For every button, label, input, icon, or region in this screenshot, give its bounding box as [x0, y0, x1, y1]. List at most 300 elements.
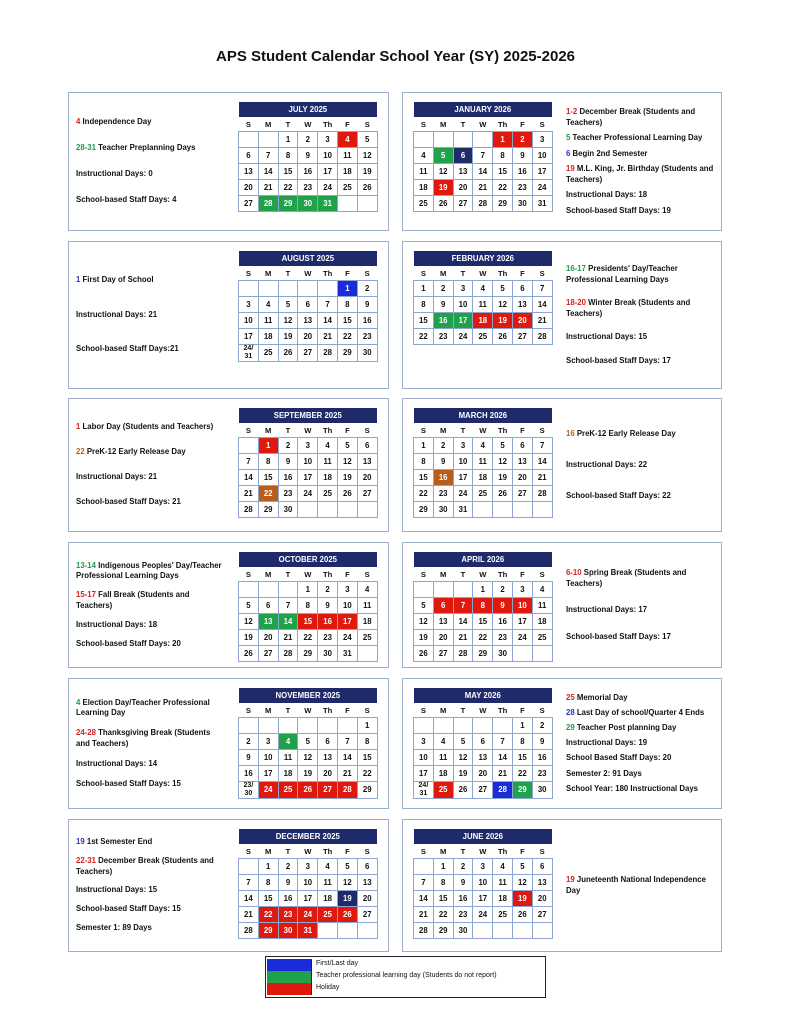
day-cell: 30 — [433, 502, 453, 518]
day-cell: 28 — [493, 782, 513, 799]
day-cell: 17 — [258, 766, 278, 782]
note-text: Instructional Days: 22 — [566, 459, 648, 469]
day-cell: 24 — [298, 907, 318, 923]
weekday-header: T — [460, 705, 466, 715]
month-calendar — [413, 552, 553, 662]
day-cell: 17 — [453, 470, 473, 486]
weekday-header: W — [479, 569, 487, 579]
note-text: Juneteenth National Independence Day — [566, 875, 706, 895]
day-cell: 30 — [318, 646, 338, 662]
note-text: Semester 1: 89 Days — [76, 923, 152, 933]
day-cell — [512, 646, 532, 662]
day-cell: 15 — [414, 313, 434, 329]
day-cell: 4 — [433, 734, 453, 750]
note-text: First Day of School — [80, 275, 154, 285]
day-cell: 18 — [258, 329, 278, 345]
day-cell: 11 — [258, 313, 278, 329]
weekday-header: T — [285, 119, 291, 129]
day-cell: 12 — [414, 614, 434, 630]
day-cell: 1 — [298, 582, 318, 598]
day-cell: 20 — [357, 891, 377, 907]
event-date: 1 — [76, 275, 81, 285]
day-cell: 26 — [433, 196, 453, 212]
event-date: 19 — [566, 875, 575, 884]
day-cell: 10 — [512, 598, 532, 614]
weekday-header: S — [245, 268, 251, 278]
month-notes — [76, 408, 226, 522]
day-cell: 8 — [357, 734, 377, 750]
day-cell: 4 — [357, 582, 377, 598]
day-cell: 7 — [258, 148, 278, 164]
day-cell: 6 — [357, 438, 377, 454]
note-text: Memorial Day — [574, 692, 628, 702]
week-row — [239, 164, 378, 180]
day-cell: 19 — [337, 891, 357, 907]
day-cell: 17 — [239, 329, 259, 345]
event-date: 19 — [76, 837, 85, 847]
weekday-header: S — [364, 425, 370, 435]
week-row — [414, 766, 553, 782]
day-cell: 15 — [512, 750, 532, 766]
month-calendar — [238, 552, 378, 662]
day-cell: 2 — [357, 281, 377, 297]
day-cell — [453, 582, 473, 598]
day-cell: 13 — [258, 614, 278, 630]
day-cell: 6 — [453, 148, 473, 164]
day-cell: 22 — [493, 180, 513, 196]
day-cell — [357, 196, 377, 212]
day-cell: 14 — [453, 614, 473, 630]
week-row — [239, 859, 378, 875]
week-row — [414, 470, 553, 486]
day-cell: 24/ 31 — [414, 782, 434, 799]
week-row — [414, 598, 553, 614]
weekday-header: T — [285, 425, 291, 435]
month-calendar — [413, 829, 553, 939]
day-cell: 29 — [278, 196, 298, 212]
week-row — [414, 750, 553, 766]
day-cell: 31 — [453, 502, 473, 518]
day-cell: 4 — [473, 438, 493, 454]
day-cell: 4 — [532, 582, 552, 598]
week-row — [239, 329, 378, 345]
note-text: School Year: 180 Instructional Days — [566, 783, 699, 793]
day-cell: 20 — [318, 766, 338, 782]
note-text: Instructional Days: 17 — [566, 605, 648, 614]
day-cell: 9 — [512, 148, 532, 164]
day-cell: 2 — [453, 859, 473, 875]
note-text: Presidents' Day/Teacher Professional Learning Days — [566, 264, 678, 284]
day-cell: 3 — [298, 859, 318, 875]
note-text: Instructional Days: 18 — [76, 619, 158, 629]
day-count-note — [566, 356, 716, 367]
note-text: Spring Break (Students and Teachers) — [566, 568, 687, 588]
event-note — [566, 568, 716, 589]
day-cell: 24 — [298, 486, 318, 502]
day-count-note — [566, 460, 716, 471]
week-row — [239, 454, 378, 470]
event-note — [566, 723, 716, 734]
event-date: 5 — [566, 133, 571, 142]
day-cell: 2 — [512, 132, 532, 148]
day-cell: 19 — [493, 470, 513, 486]
note-text: Instructional Days: 15 — [76, 885, 158, 895]
day-cell: 20 — [298, 329, 318, 345]
weekday-header: F — [520, 569, 525, 579]
day-cell: 29 — [473, 646, 493, 662]
event-note — [76, 143, 226, 154]
weekday-header: M — [440, 569, 447, 579]
event-date: 29 — [566, 723, 575, 733]
weekday-header: Th — [497, 425, 508, 435]
day-cell: 15 — [298, 614, 318, 630]
day-cell: 23 — [278, 907, 298, 923]
day-cell — [298, 502, 318, 518]
weekday-header: T — [285, 846, 291, 856]
day-cell: 13 — [473, 750, 493, 766]
day-cell: 8 — [258, 454, 278, 470]
day-cell: 9 — [239, 750, 259, 766]
month-notes — [76, 829, 226, 942]
day-cell: 28 — [278, 646, 298, 662]
day-cell: 8 — [414, 454, 434, 470]
day-cell: 12 — [493, 454, 513, 470]
day-cell: 25 — [433, 782, 453, 799]
day-cell: 27 — [357, 907, 377, 923]
day-cell: 3 — [532, 132, 552, 148]
note-text: Instructional Days: 15 — [566, 332, 648, 341]
day-cell: 19 — [357, 164, 377, 180]
day-cell — [532, 923, 552, 939]
day-cell — [473, 132, 493, 148]
day-cell: 26 — [357, 180, 377, 196]
note-text: Fall Break (Students and Teachers) — [76, 590, 190, 610]
week-row — [414, 454, 553, 470]
day-cell: 29 — [298, 646, 318, 662]
day-cell: 7 — [318, 297, 338, 313]
week-row — [239, 345, 378, 362]
day-cell — [433, 718, 453, 734]
legend-label: Teacher professional learning day (Students do not report) — [316, 972, 497, 979]
day-cell: 2 — [318, 582, 338, 598]
weekday-header: S — [364, 119, 370, 129]
legend-swatch-blue — [267, 959, 312, 971]
day-cell: 29 — [433, 923, 453, 939]
week-row — [414, 486, 553, 502]
day-cell — [414, 859, 434, 875]
week-row — [414, 438, 553, 454]
day-count-note — [76, 620, 226, 631]
weekday-header: S — [420, 119, 426, 129]
day-cell: 15 — [278, 164, 298, 180]
month-title: JANUARY 2026 — [414, 102, 553, 117]
day-cell: 21 — [532, 313, 552, 329]
weekday-header: S — [420, 569, 426, 579]
week-row — [414, 180, 553, 196]
day-cell: 5 — [298, 734, 318, 750]
legend-row — [266, 971, 545, 983]
event-date: 19 — [566, 164, 575, 173]
week-row — [239, 766, 378, 782]
month-notes — [566, 102, 716, 221]
note-text: PreK-12 Early Release Day — [84, 447, 186, 457]
day-cell: 19 — [493, 313, 513, 329]
day-cell: 5 — [414, 598, 434, 614]
day-cell: 26 — [337, 907, 357, 923]
weekday-header: F — [345, 425, 350, 435]
day-count-note — [566, 605, 716, 616]
day-cell: 25 — [258, 345, 278, 362]
day-cell: 18 — [318, 891, 338, 907]
legend-label: First/Last day — [316, 960, 359, 967]
weekday-header: T — [460, 268, 466, 278]
week-row — [239, 907, 378, 923]
day-count-note — [76, 885, 226, 896]
day-cell: 13 — [318, 750, 338, 766]
event-note — [566, 133, 716, 144]
day-cell: 13 — [532, 875, 552, 891]
weekday-header: M — [440, 425, 447, 435]
weekday-header: S — [245, 705, 251, 715]
note-text: School-based Staff Days: 22 — [566, 490, 671, 500]
day-cell: 3 — [298, 438, 318, 454]
day-cell: 18 — [473, 470, 493, 486]
month-title: AUGUST 2025 — [239, 251, 378, 266]
day-cell: 31 — [318, 196, 338, 212]
day-cell: 9 — [453, 875, 473, 891]
day-cell — [357, 646, 377, 662]
day-cell: 11 — [493, 875, 513, 891]
month-title: SEPTEMBER 2025 — [239, 408, 378, 423]
day-cell: 3 — [512, 582, 532, 598]
note-text: Instructional Days: 21 — [76, 309, 158, 319]
day-cell: 25 — [318, 486, 338, 502]
month-title: APRIL 2026 — [414, 552, 553, 567]
day-cell: 22 — [298, 630, 318, 646]
day-cell — [298, 281, 318, 297]
day-cell: 22 — [258, 907, 278, 923]
day-cell: 16 — [239, 766, 259, 782]
day-cell: 22 — [278, 180, 298, 196]
event-note — [566, 298, 716, 319]
day-cell — [453, 718, 473, 734]
day-count-note — [566, 491, 716, 502]
week-row — [414, 891, 553, 907]
day-cell: 19 — [239, 630, 259, 646]
day-cell: 12 — [512, 875, 532, 891]
day-cell: 28 — [318, 345, 338, 362]
day-cell: 10 — [298, 875, 318, 891]
day-cell: 10 — [532, 148, 552, 164]
day-count-note — [76, 759, 226, 770]
day-cell: 18 — [337, 164, 357, 180]
event-note — [76, 728, 226, 749]
day-cell: 21 — [239, 907, 259, 923]
day-cell: 22 — [433, 907, 453, 923]
note-text: Semester 2: 91 Days — [566, 768, 642, 778]
day-cell: 28 — [453, 646, 473, 662]
weekday-header: S — [364, 569, 370, 579]
day-cell: 18 — [357, 614, 377, 630]
day-cell: 23 — [357, 329, 377, 345]
day-cell: 16 — [493, 614, 513, 630]
day-cell: 14 — [258, 164, 278, 180]
weekday-header: M — [265, 705, 272, 715]
event-note — [566, 708, 716, 719]
day-cell: 11 — [433, 750, 453, 766]
note-text: Instructional Days: 21 — [76, 472, 158, 482]
day-cell: 10 — [318, 148, 338, 164]
week-row — [414, 734, 553, 750]
day-cell: 13 — [512, 454, 532, 470]
event-date: 16-17 — [566, 264, 586, 273]
week-row — [239, 782, 378, 799]
weekday-header: S — [539, 705, 545, 715]
day-cell: 13 — [357, 875, 377, 891]
day-cell: 19 — [433, 180, 453, 196]
weekday-header: Th — [322, 268, 333, 278]
day-cell: 19 — [414, 630, 434, 646]
day-cell: 11 — [357, 598, 377, 614]
day-cell: 12 — [337, 875, 357, 891]
month-notes — [566, 408, 716, 522]
day-cell: 11 — [532, 598, 552, 614]
day-cell: 17 — [337, 614, 357, 630]
month-notes — [566, 251, 716, 379]
weekday-header: T — [460, 569, 466, 579]
weekday-header: S — [539, 268, 545, 278]
note-text: School-based Staff Days: 21 — [76, 497, 181, 507]
day-cell — [258, 718, 278, 734]
month-calendar — [238, 408, 378, 518]
day-cell: 17 — [512, 614, 532, 630]
day-cell: 13 — [433, 614, 453, 630]
weekday-header: M — [440, 846, 447, 856]
day-cell: 18 — [278, 766, 298, 782]
day-cell — [258, 132, 278, 148]
weekday-header: S — [420, 846, 426, 856]
day-cell — [239, 582, 259, 598]
day-cell: 21 — [493, 766, 513, 782]
day-cell: 23 — [318, 630, 338, 646]
week-row — [239, 718, 378, 734]
event-note — [76, 117, 226, 128]
day-cell: 24 — [453, 329, 473, 345]
day-cell: 26 — [512, 907, 532, 923]
legend-swatch-green — [267, 971, 312, 983]
day-cell: 5 — [493, 438, 513, 454]
day-cell: 6 — [357, 859, 377, 875]
week-row — [239, 470, 378, 486]
weekday-header: S — [420, 268, 426, 278]
day-cell: 2 — [278, 438, 298, 454]
event-note — [566, 875, 716, 896]
day-cell: 3 — [239, 297, 259, 313]
day-cell: 10 — [453, 454, 473, 470]
day-cell: 25 — [414, 196, 434, 212]
weekday-header: S — [420, 705, 426, 715]
note-text: PreK-12 Early Release Day — [574, 428, 676, 438]
day-cell: 9 — [433, 454, 453, 470]
weekday-header: W — [304, 705, 312, 715]
day-cell: 14 — [532, 454, 552, 470]
day-cell: 28 — [414, 923, 434, 939]
day-cell: 29 — [493, 196, 513, 212]
day-cell: 9 — [298, 148, 318, 164]
day-cell: 10 — [298, 454, 318, 470]
day-cell — [433, 132, 453, 148]
day-cell: 9 — [433, 297, 453, 313]
day-cell: 11 — [473, 454, 493, 470]
day-count-note — [76, 779, 226, 790]
event-note — [76, 422, 226, 433]
week-row — [239, 630, 378, 646]
day-cell: 23 — [512, 180, 532, 196]
day-cell: 23 — [433, 329, 453, 345]
day-cell: 12 — [337, 454, 357, 470]
event-date: 6 — [566, 148, 571, 158]
weekday-header: Th — [322, 705, 333, 715]
weekday-header: Th — [322, 569, 333, 579]
note-text: Instructional Days: 0 — [76, 169, 153, 179]
day-cell: 21 — [318, 329, 338, 345]
day-cell: 24 — [337, 630, 357, 646]
month-title: NOVEMBER 2025 — [239, 688, 378, 703]
day-cell: 29 — [512, 782, 532, 799]
week-row — [239, 438, 378, 454]
week-row — [239, 614, 378, 630]
month-calendar — [238, 102, 378, 212]
week-row — [414, 313, 553, 329]
event-note — [566, 693, 716, 704]
weekday-header: F — [345, 569, 350, 579]
day-cell: 3 — [337, 582, 357, 598]
week-row — [239, 281, 378, 297]
note-text: Labor Day (Students and Teachers) — [80, 422, 214, 432]
day-cell: 13 — [512, 297, 532, 313]
month-notes — [566, 829, 716, 942]
day-cell: 6 — [318, 734, 338, 750]
week-row — [414, 132, 553, 148]
day-cell: 9 — [357, 297, 377, 313]
day-cell: 20 — [258, 630, 278, 646]
legend — [265, 956, 546, 998]
day-cell: 31 — [532, 196, 552, 212]
month-calendar — [413, 102, 553, 212]
day-cell: 8 — [433, 875, 453, 891]
month-calendar — [238, 688, 378, 799]
legend-row — [266, 983, 545, 995]
day-cell: 16 — [357, 313, 377, 329]
day-cell — [318, 502, 338, 518]
day-cell — [532, 502, 552, 518]
day-cell: 15 — [357, 750, 377, 766]
day-cell: 9 — [318, 598, 338, 614]
day-cell: 11 — [414, 164, 434, 180]
day-cell: 27 — [453, 196, 473, 212]
day-count-note — [566, 769, 716, 780]
month-notes — [76, 688, 226, 799]
day-cell: 12 — [278, 313, 298, 329]
day-cell: 20 — [512, 313, 532, 329]
week-row — [414, 582, 553, 598]
event-date: 22 — [76, 447, 85, 457]
day-cell: 19 — [278, 329, 298, 345]
day-cell — [318, 923, 338, 939]
month-calendar — [413, 408, 553, 518]
weekday-header: Th — [497, 705, 508, 715]
day-cell: 25 — [473, 329, 493, 345]
